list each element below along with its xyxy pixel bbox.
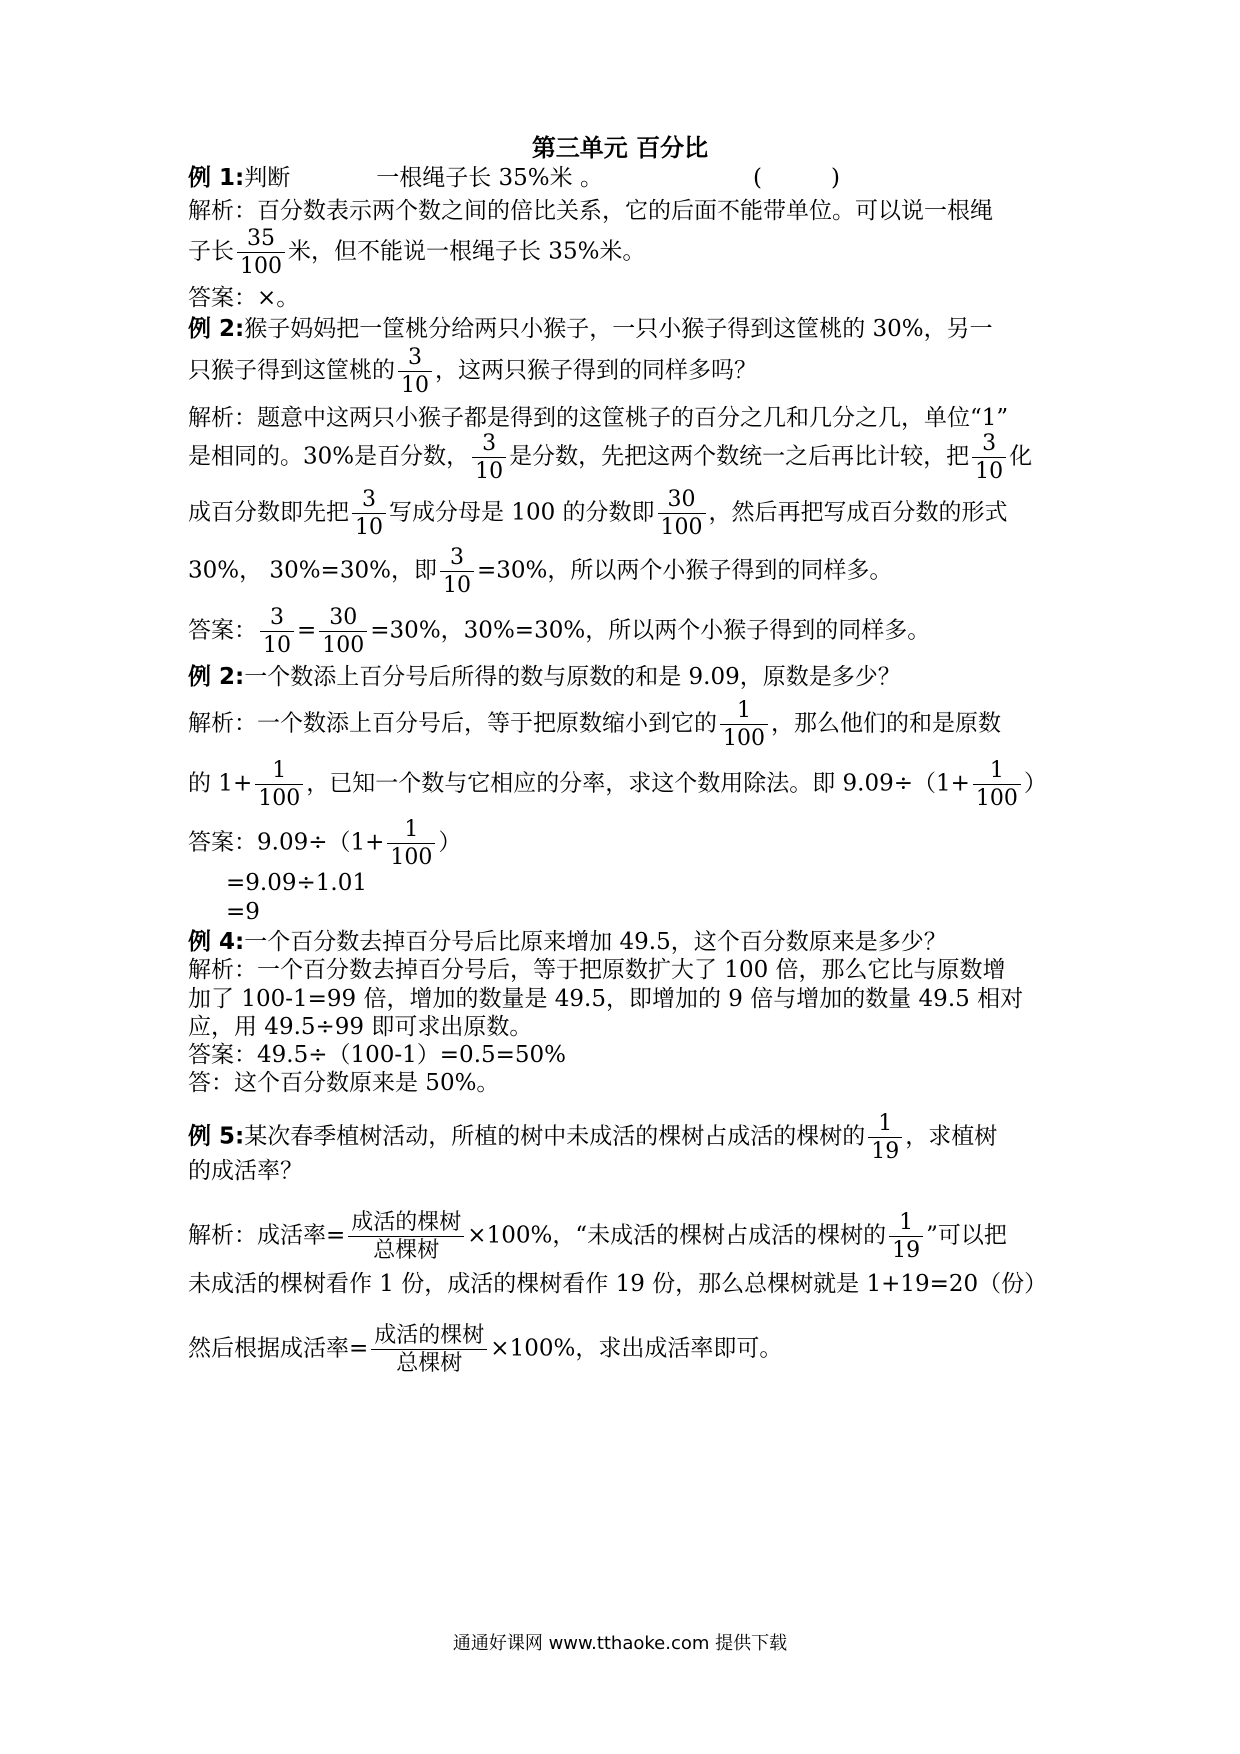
ex3-analysis-line2: 的 1+ $\frac{1}{100}$ ，已知一个数与它相应的分率，求这个数用除法。即 9.09÷（1+ $\frac{1}{100}$ ） (188, 758, 1047, 811)
fraction: $\frac{1}{100}$ (255, 757, 303, 812)
ex1-statement: 一根绳子长 35%米 。 (376, 165, 603, 191)
ex1-blank: ( ) (752, 165, 840, 191)
ex5-analysis-line1: 解析：成活率= 成活的棵树 总棵树 ×100%，“未成活的棵树占成活的棵树的 $\frac{1}{19}$ ”可以把 (188, 1210, 1007, 1263)
ex2-question-line2: 只猴子得到这筐桃的 $\frac{3}{10}$ ，这两只猴子得到的同样多吗？ (188, 345, 757, 398)
ex2-analysis-line4: 30%， 30%=30%，即 $\frac{3}{10}$ =30%，所以两个小猴子得到的同样多。 (188, 545, 893, 598)
ex1-question (188, 164, 840, 192)
ex2-question-line1: 例 2:猴子妈妈把一筐桃分给两只小猴子，一只小猴子得到这筐桃的 30%，另一 (188, 316, 993, 342)
ex1-analysis-line2: 子长 $\frac{35}{100}$ 米，但不能说一根绳子长 35%米。 (188, 226, 646, 279)
ex3-step2: =9 (226, 899, 260, 925)
fraction: 成活的棵树 总棵树 (371, 1322, 487, 1377)
ex2-analysis-line2: 是相同的。30%是百分数， $\frac{3}{10}$ 是分数，先把这两个数统一之后再比计较，把 $\frac{3}{10}$ 化 (188, 431, 1033, 484)
ex2-analysis-line3: 成百分数即先把 $\frac{3}{10}$ 写成分母是 100 的分数即 $\frac{30}{100}$ ，然后再把写成百分数的形式 (188, 487, 1008, 540)
ex4-analysis-line2: 加了 100-1=99 倍，增加的数量是 49.5，即增加的 9 倍与增加的数量 49.5 相对 (188, 986, 1024, 1012)
ex3-question: 例 2:一个数添上百分号后所得的数与原数的和是 9.09，原数是多少？ (188, 664, 901, 690)
ex1-label: 例 1: (188, 165, 245, 191)
fraction: $\frac{3}{10}$ (260, 604, 294, 659)
ex1-answer: 答案：×。 (188, 285, 300, 311)
ex5-question-line2: 的成活率？ (188, 1158, 303, 1184)
fraction: $\frac{1}{100}$ (973, 757, 1021, 812)
ex3-analysis-line1: 解析：一个数添上百分号后，等于把原数缩小到它的 $\frac{1}{100}$ ，那么他们的和是原数 (188, 698, 1001, 751)
ex4-question: 例 4:一个百分数去掉百分号后比原来增加 49.5，这个百分数原来是多少？ (188, 929, 947, 955)
fraction: $\frac{3}{10}$ (472, 430, 506, 485)
ex4-answer: 答案：49.5÷（100-1）=0.5=50% (188, 1042, 567, 1068)
ex4-label: 例 4: (188, 929, 245, 955)
fraction: $\frac{1}{19}$ (868, 1110, 902, 1165)
ex4-conclusion: 答：这个百分数原来是 50%。 (188, 1070, 500, 1096)
fraction: 成活的棵树 总棵树 (348, 1209, 464, 1264)
page-title: 第三单元 百分比 (531, 134, 709, 162)
fraction: $\frac{30}{100}$ (319, 604, 367, 659)
fraction: $\frac{1}{19}$ (889, 1209, 923, 1264)
fraction: $\frac{3}{10}$ (972, 430, 1006, 485)
ex2-analysis-line1: 解析：题意中这两只小猴子都是得到的这筐桃子的百分之几和几分之几，单位“1” (188, 405, 1009, 431)
fraction: $\frac{1}{100}$ (387, 816, 435, 871)
fraction: $\frac{3}{10}$ (440, 544, 474, 599)
ex2-label: 例 2: (188, 316, 245, 342)
ex5-analysis-line3: 然后根据成活率= 成活的棵树 总棵树 ×100%，求出成活率即可。 (188, 1323, 783, 1376)
ex4-analysis-line3: 应，用 49.5÷99 即可求出原数。 (188, 1014, 533, 1040)
ex4-analysis-line1: 解析：一个百分数去掉百分号后，等于把原数扩大了 100 倍，那么它比与原数增 (188, 957, 1006, 983)
fraction: $\frac{1}{100}$ (720, 697, 768, 752)
ex5-question-line1: 例 5:某次春季植树活动，所植的树中未成活的棵树占成活的棵树的 $\frac{1}{19}$ ，求植树 (188, 1111, 998, 1164)
ex5-label: 例 5: (188, 1123, 245, 1150)
ex5-analysis-line2: 未成活的棵树看作 1 份，成活的棵树看作 19 份，那么总棵树就是 1+19=20（份） (188, 1271, 1048, 1297)
fraction: $\frac{30}{100}$ (658, 486, 706, 541)
fraction: $\frac{3}{10}$ (352, 486, 386, 541)
ex3-label: 例 2: (188, 664, 245, 690)
fraction: $\frac{3}{10}$ (398, 344, 432, 399)
footer: 通通好课网 www.tthaoke.com 提供下载 (452, 1633, 788, 1654)
ex1-analysis-line1: 解析：百分数表示两个数之间的倍比关系，它的后面不能带单位。可以说一根绳 (188, 198, 993, 224)
ex3-answer: 答案：9.09÷（1+ $\frac{1}{100}$ ） (188, 817, 462, 870)
ex1-judge: 判断 (244, 165, 291, 191)
ex2-answer: 答案： $\frac{3}{10}$ = $\frac{30}{100}$ =30%，30%=30%，所以两个小猴子得到的同样多。 (188, 605, 931, 658)
ex3-step1: =9.09÷1.01 (226, 870, 367, 896)
fraction: $\frac{35}{100}$ (237, 225, 285, 280)
